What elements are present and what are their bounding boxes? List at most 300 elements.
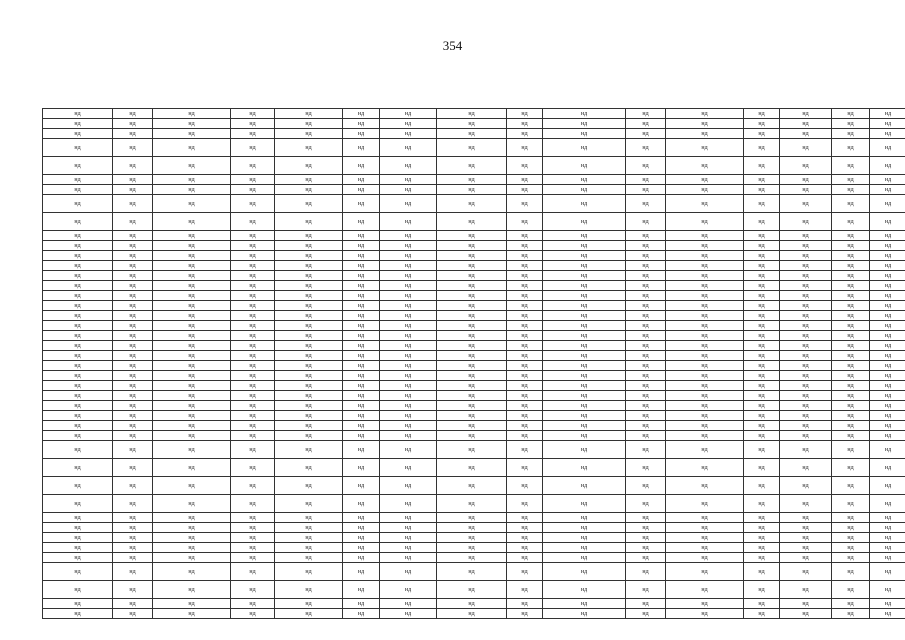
table-cell: нд — [437, 271, 507, 281]
table-cell: нд — [780, 109, 832, 119]
table-cell: нд — [231, 533, 275, 543]
table-cell: нд — [113, 281, 153, 291]
table-cell: нд — [113, 581, 153, 599]
table-cell: нд — [43, 441, 113, 459]
table-cell: нд — [666, 271, 744, 281]
table-cell: нд — [832, 495, 870, 513]
table-cell: нд — [275, 271, 343, 281]
table-cell: нд — [780, 129, 832, 139]
table-cell: нд — [780, 195, 832, 213]
table-cell: нд — [543, 321, 626, 331]
table-cell: нд — [231, 281, 275, 291]
table-cell: нд — [231, 231, 275, 241]
table-cell: нд — [780, 139, 832, 157]
table-cell: нд — [153, 563, 231, 581]
table-cell: нд — [870, 341, 905, 351]
table-cell: нд — [507, 271, 543, 281]
table-cell: нд — [543, 361, 626, 371]
table-cell: нд — [343, 533, 380, 543]
table-cell: нд — [780, 421, 832, 431]
table-cell: нд — [543, 195, 626, 213]
table-cell: нд — [666, 291, 744, 301]
table-cell: нд — [43, 311, 113, 321]
table-cell: нд — [275, 411, 343, 421]
table-cell: нд — [744, 301, 780, 311]
table-cell: нд — [666, 581, 744, 599]
table-cell: нд — [543, 157, 626, 175]
table-cell: нд — [43, 477, 113, 495]
table-row — [43, 271, 905, 281]
table-cell: нд — [231, 609, 275, 619]
table-cell: нд — [437, 241, 507, 251]
table-cell: нд — [870, 401, 905, 411]
table-cell: нд — [626, 261, 666, 271]
table-cell: нд — [507, 321, 543, 331]
table-cell: нд — [43, 563, 113, 581]
table-cell: нд — [231, 195, 275, 213]
table-cell: нд — [380, 523, 437, 533]
table-cell: нд — [832, 321, 870, 331]
table-cell: нд — [666, 553, 744, 563]
table-cell: нд — [626, 231, 666, 241]
table-cell: нд — [832, 157, 870, 175]
table-cell: нд — [113, 271, 153, 281]
table-cell: нд — [343, 175, 380, 185]
table-cell: нд — [113, 213, 153, 231]
table-cell: нд — [780, 119, 832, 129]
table-cell: нд — [275, 609, 343, 619]
table-cell: нд — [113, 381, 153, 391]
table-cell: нд — [380, 185, 437, 195]
table-cell: нд — [780, 543, 832, 553]
table-cell: нд — [231, 119, 275, 129]
table-cell: нд — [380, 291, 437, 301]
table-cell: нд — [153, 609, 231, 619]
table-cell: нд — [113, 261, 153, 271]
table-cell: нд — [380, 109, 437, 119]
table-cell: нд — [153, 533, 231, 543]
table-cell: нд — [380, 431, 437, 441]
table-cell: нд — [543, 477, 626, 495]
table-cell: нд — [343, 185, 380, 195]
table-cell: нд — [870, 421, 905, 431]
table-cell: нд — [666, 251, 744, 261]
table-cell: нд — [43, 609, 113, 619]
table-cell: нд — [744, 321, 780, 331]
table-row — [43, 441, 905, 459]
table-cell: нд — [43, 513, 113, 523]
table-cell: нд — [231, 251, 275, 261]
table-cell: нд — [626, 495, 666, 513]
table-cell: нд — [832, 185, 870, 195]
table-cell: нд — [543, 109, 626, 119]
table-row — [43, 241, 905, 251]
table-cell: нд — [507, 351, 543, 361]
table-cell: нд — [113, 371, 153, 381]
table-cell: нд — [275, 421, 343, 431]
table-cell: нд — [275, 361, 343, 371]
table-cell: нд — [870, 513, 905, 523]
table-cell: нд — [343, 401, 380, 411]
table-cell: нд — [543, 241, 626, 251]
table-cell: нд — [437, 553, 507, 563]
table-cell: нд — [744, 271, 780, 281]
table-cell: нд — [507, 381, 543, 391]
table-cell: нд — [744, 401, 780, 411]
table-row — [43, 371, 905, 381]
table-cell: нд — [832, 411, 870, 421]
table-cell: нд — [231, 543, 275, 553]
table-cell: нд — [832, 251, 870, 261]
table-cell: нд — [870, 441, 905, 459]
table-cell: нд — [153, 321, 231, 331]
table-cell: нд — [437, 513, 507, 523]
table-cell: нд — [343, 281, 380, 291]
table-row — [43, 291, 905, 301]
table-cell: нд — [543, 553, 626, 563]
table-cell: нд — [380, 281, 437, 291]
table-cell: нд — [666, 391, 744, 401]
table-cell: нд — [832, 175, 870, 185]
table-cell: нд — [744, 351, 780, 361]
table-cell: нд — [113, 119, 153, 129]
table-cell: нд — [437, 185, 507, 195]
data-table-container — [42, 108, 892, 617]
table-cell: нд — [343, 261, 380, 271]
table-cell: нд — [380, 599, 437, 609]
table-cell: нд — [507, 109, 543, 119]
table-cell: нд — [543, 371, 626, 381]
table-cell: нд — [744, 361, 780, 371]
table-cell: нд — [780, 261, 832, 271]
table-cell: нд — [666, 139, 744, 157]
table-cell: нд — [437, 441, 507, 459]
table-cell: нд — [780, 533, 832, 543]
table-cell: нд — [744, 459, 780, 477]
table-cell: нд — [231, 185, 275, 195]
table-cell: нд — [626, 213, 666, 231]
table-cell: нд — [43, 371, 113, 381]
table-cell: нд — [343, 553, 380, 563]
table-cell: нд — [231, 371, 275, 381]
table-cell: нд — [626, 281, 666, 291]
table-cell: нд — [113, 421, 153, 431]
table-cell: нд — [666, 523, 744, 533]
table-cell: нд — [543, 185, 626, 195]
table-cell: нд — [380, 241, 437, 251]
table-cell: нд — [43, 331, 113, 341]
table-cell: нд — [231, 441, 275, 459]
table-cell: нд — [275, 563, 343, 581]
table-cell: нд — [832, 109, 870, 119]
table-cell: нд — [43, 351, 113, 361]
table-cell: нд — [380, 195, 437, 213]
table-cell: нд — [275, 543, 343, 553]
table-cell: нд — [870, 281, 905, 291]
table-cell: нд — [870, 129, 905, 139]
table-cell: нд — [744, 331, 780, 341]
table-cell: нд — [343, 381, 380, 391]
table-cell: нд — [343, 599, 380, 609]
table-cell: нд — [507, 371, 543, 381]
table-cell: нд — [780, 175, 832, 185]
table-cell: нд — [231, 351, 275, 361]
table-cell: нд — [543, 351, 626, 361]
table-row — [43, 139, 905, 157]
table-cell: нд — [780, 495, 832, 513]
table-cell: нд — [507, 401, 543, 411]
table-row — [43, 331, 905, 341]
table-cell: нд — [231, 271, 275, 281]
table-cell: нд — [666, 459, 744, 477]
table-cell: нд — [275, 523, 343, 533]
table-cell: нд — [507, 195, 543, 213]
table-cell: нд — [780, 241, 832, 251]
table-cell: нд — [626, 599, 666, 609]
table-cell: нд — [870, 109, 905, 119]
table-cell: нд — [870, 241, 905, 251]
table-cell: нд — [666, 599, 744, 609]
table-cell: нд — [437, 311, 507, 321]
table-cell: нд — [744, 441, 780, 459]
table-cell: нд — [343, 513, 380, 523]
table-row — [43, 175, 905, 185]
table-cell: нд — [380, 533, 437, 543]
table-cell: нд — [666, 351, 744, 361]
table-cell: нд — [437, 231, 507, 241]
table-cell: нд — [343, 311, 380, 321]
table-cell: нд — [153, 109, 231, 119]
table-row — [43, 563, 905, 581]
table-cell: нд — [113, 401, 153, 411]
table-cell: нд — [380, 381, 437, 391]
table-cell: нд — [744, 421, 780, 431]
table-cell: нд — [380, 391, 437, 401]
table-cell: нд — [666, 563, 744, 581]
table-cell: нд — [380, 609, 437, 619]
table-cell: нд — [43, 129, 113, 139]
table-cell: нд — [380, 311, 437, 321]
table-cell: нд — [507, 331, 543, 341]
table-row — [43, 459, 905, 477]
table-row — [43, 553, 905, 563]
table-cell: нд — [437, 459, 507, 477]
table-cell: нд — [437, 261, 507, 271]
table-cell: нд — [780, 459, 832, 477]
table-cell: нд — [543, 411, 626, 421]
table-cell: нд — [666, 609, 744, 619]
table-cell: нд — [744, 175, 780, 185]
table-cell: нд — [437, 381, 507, 391]
table-cell: нд — [231, 213, 275, 231]
table-cell: нд — [626, 533, 666, 543]
table-cell: нд — [275, 129, 343, 139]
table-cell: нд — [832, 391, 870, 401]
table-cell: нд — [832, 341, 870, 351]
table-cell: нд — [231, 361, 275, 371]
table-cell: нд — [870, 581, 905, 599]
table-cell: нд — [780, 341, 832, 351]
table-cell: нд — [343, 213, 380, 231]
table-cell: нд — [437, 421, 507, 431]
table-cell: нд — [870, 195, 905, 213]
table-cell: нд — [343, 431, 380, 441]
table-cell: нд — [343, 411, 380, 421]
table-cell: нд — [153, 495, 231, 513]
table-cell: нд — [626, 139, 666, 157]
table-cell: нд — [43, 231, 113, 241]
table-cell: нд — [666, 311, 744, 321]
table-cell: нд — [507, 361, 543, 371]
table-cell: нд — [343, 351, 380, 361]
table-cell: нд — [380, 361, 437, 371]
table-cell: нд — [666, 241, 744, 251]
table-cell: нд — [780, 513, 832, 523]
table-cell: нд — [870, 361, 905, 371]
table-cell: нд — [744, 281, 780, 291]
table-cell: нд — [507, 441, 543, 459]
table-cell: нд — [437, 175, 507, 185]
table-cell: нд — [43, 195, 113, 213]
table-cell: нд — [870, 381, 905, 391]
table-cell: нд — [870, 139, 905, 157]
table-cell: нд — [870, 431, 905, 441]
table-cell: нд — [380, 213, 437, 231]
table-cell: нд — [870, 271, 905, 281]
table-cell: нд — [43, 361, 113, 371]
table-cell: нд — [507, 213, 543, 231]
table-cell: нд — [437, 321, 507, 331]
page-number: 354 — [442, 38, 463, 53]
table-cell: нд — [870, 599, 905, 609]
table-cell: нд — [626, 609, 666, 619]
table-cell: нд — [113, 311, 153, 321]
table-cell: нд — [780, 213, 832, 231]
table-cell: нд — [870, 231, 905, 241]
table-cell: нд — [832, 543, 870, 553]
table-cell: нд — [275, 371, 343, 381]
table-cell: нд — [870, 119, 905, 129]
table-cell: нд — [626, 157, 666, 175]
table-cell: нд — [231, 381, 275, 391]
table-cell: нд — [832, 301, 870, 311]
table-cell: нд — [43, 381, 113, 391]
table-cell: нд — [507, 251, 543, 261]
table-cell: нд — [626, 563, 666, 581]
table-cell: нд — [437, 431, 507, 441]
table-cell: нд — [832, 431, 870, 441]
table-cell: нд — [832, 523, 870, 533]
table-cell: нд — [666, 495, 744, 513]
table-cell: нд — [43, 533, 113, 543]
table-cell: нд — [343, 129, 380, 139]
table-cell: нд — [343, 391, 380, 401]
table-cell: нд — [113, 563, 153, 581]
table-cell: нд — [666, 185, 744, 195]
table-cell: нд — [153, 231, 231, 241]
table-cell: нд — [380, 231, 437, 241]
table-cell: нд — [626, 119, 666, 129]
table-cell: нд — [275, 477, 343, 495]
table-cell: нд — [43, 139, 113, 157]
table-cell: нд — [43, 543, 113, 553]
table-cell: нд — [744, 533, 780, 543]
table-cell: нд — [153, 441, 231, 459]
table-cell: нд — [380, 157, 437, 175]
table-cell: нд — [832, 563, 870, 581]
table-cell: нд — [543, 609, 626, 619]
table-cell: нд — [380, 477, 437, 495]
table-cell: нд — [543, 301, 626, 311]
table-cell: нд — [543, 421, 626, 431]
table-cell: нд — [832, 553, 870, 563]
table-cell: нд — [507, 119, 543, 129]
table-cell: нд — [507, 185, 543, 195]
table-cell: нд — [626, 553, 666, 563]
table-cell: нд — [113, 185, 153, 195]
table-cell: нд — [543, 441, 626, 459]
table-cell: нд — [626, 401, 666, 411]
table-cell: нд — [437, 251, 507, 261]
table-cell: нд — [380, 553, 437, 563]
table-cell: нд — [543, 261, 626, 271]
table-cell: нд — [113, 441, 153, 459]
table-cell: нд — [380, 175, 437, 185]
table-cell: нд — [543, 281, 626, 291]
table-row — [43, 401, 905, 411]
table-cell: нд — [231, 401, 275, 411]
table-row — [43, 301, 905, 311]
table-cell: нд — [543, 271, 626, 281]
table-cell: нд — [437, 119, 507, 129]
table-cell: нд — [666, 411, 744, 421]
table-cell: нд — [437, 139, 507, 157]
table-row — [43, 431, 905, 441]
table-cell: нд — [153, 139, 231, 157]
table-cell: нд — [780, 251, 832, 261]
table-cell: нд — [507, 543, 543, 553]
table-cell: нд — [507, 391, 543, 401]
table-cell: нд — [626, 175, 666, 185]
table-cell: нд — [780, 185, 832, 195]
table-cell: нд — [780, 581, 832, 599]
table-cell: нд — [380, 411, 437, 421]
table-cell: нд — [437, 371, 507, 381]
table-cell: нд — [543, 599, 626, 609]
table-row — [43, 411, 905, 421]
table-cell: нд — [43, 109, 113, 119]
table-cell: нд — [870, 311, 905, 321]
table-cell: нд — [832, 195, 870, 213]
table-cell: нд — [231, 421, 275, 431]
table-cell: нд — [543, 381, 626, 391]
table-cell: нд — [666, 195, 744, 213]
table-cell: нд — [870, 553, 905, 563]
table-cell: нд — [744, 139, 780, 157]
table-cell: нд — [437, 411, 507, 421]
table-cell: нд — [832, 119, 870, 129]
table-row — [43, 533, 905, 543]
table-cell: нд — [231, 523, 275, 533]
table-cell: нд — [343, 291, 380, 301]
table-cell: нд — [832, 271, 870, 281]
table-cell: нд — [626, 341, 666, 351]
table-cell: нд — [153, 251, 231, 261]
table-cell: нд — [507, 231, 543, 241]
table-cell: нд — [870, 157, 905, 175]
table-cell: нд — [870, 391, 905, 401]
table-cell: нд — [780, 321, 832, 331]
